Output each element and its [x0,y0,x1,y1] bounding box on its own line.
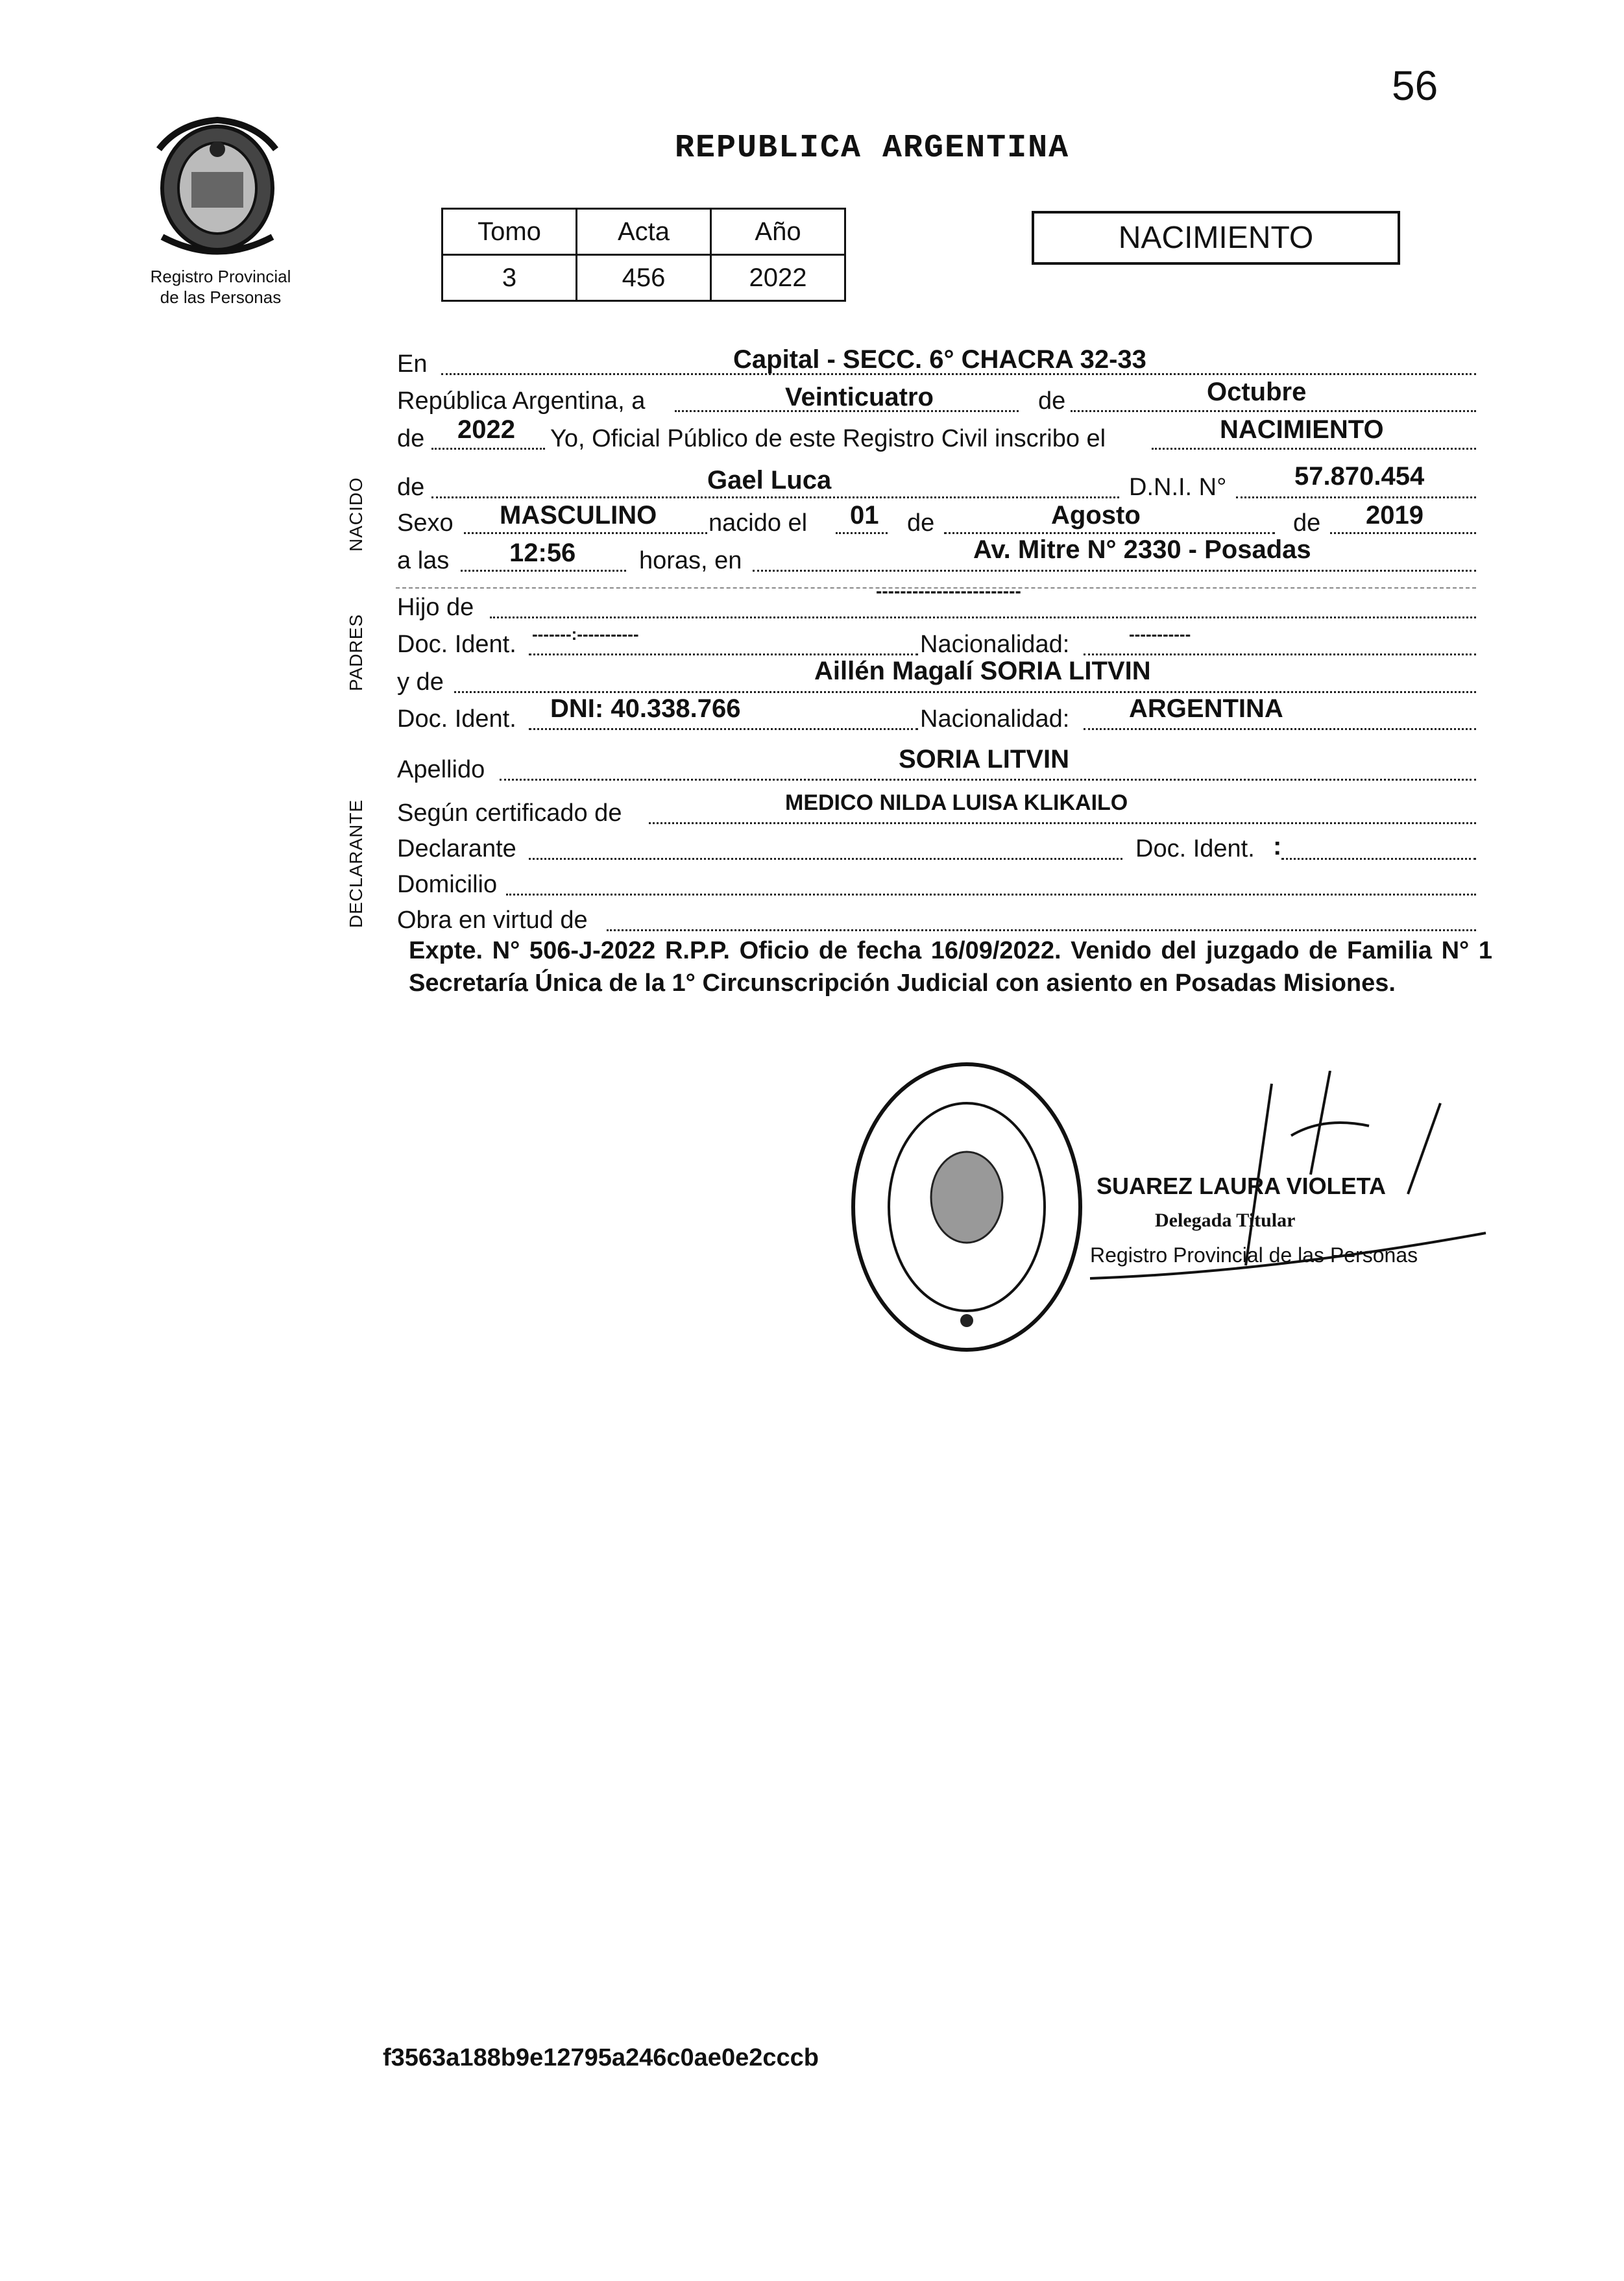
signature-stamp [1077,1071,1492,1317]
label-de-month: de [1038,387,1066,415]
label-father-doc: Doc. Ident. [397,631,516,658]
value-father: ------------------------ [876,581,1021,601]
document-hash: f3563a188b9e12795a246c0ae0e2cccb [383,2044,819,2071]
label-a-las: a las [397,547,450,574]
value-mother: Aillén Magalí SORIA LITVIN [814,657,1151,685]
signature-org: Registro Provincial de las Personas [1090,1243,1418,1267]
label-mother-nationality: Nacionalidad: [920,705,1070,733]
value-declarante-doc: : [1273,832,1282,860]
record-type-box: NACIMIENTO [1032,211,1400,265]
label-mother-doc: Doc. Ident. [397,705,516,733]
label-de-birth-month: de [907,509,935,537]
label-sexo: Sexo [397,509,454,537]
acta-value-tomo: 3 [442,255,577,301]
side-label-declarante: DECLARANTE [346,799,366,928]
value-day-words: Veinticuatro [785,383,934,411]
label-obra: Obra en virtud de [397,907,588,934]
label-declarante-doc: Doc. Ident. [1135,835,1255,862]
value-place: Capital - SECC. 6° CHACRA 32-33 [733,345,1146,374]
label-apellido: Apellido [397,756,485,783]
value-father-doc: -------:----------- [532,624,639,644]
label-dni: D.N.I. N° [1129,474,1227,501]
label-hijo-de: Hijo de [397,594,474,621]
value-sexo: MASCULINO [500,501,657,530]
signature-name: SUAREZ LAURA VIOLETA [1097,1173,1386,1199]
provincial-emblem-logo [139,110,295,266]
acta-table [441,208,846,302]
acta-value-ano: 2022 [711,255,845,301]
value-month: Octubre [1207,378,1307,406]
acta-header-acta: Acta [577,209,711,255]
label-domicilio: Domicilio [397,871,498,898]
value-birth-month: Agosto [1051,501,1141,530]
signature-role: Delegada Titular [1155,1210,1296,1231]
label-republica: República Argentina, a [397,387,646,415]
page-number: 56 [1392,62,1438,109]
value-birth-time: 12:56 [509,539,576,567]
value-birth-day: 01 [850,501,879,530]
side-label-nacido: NACIDO [346,477,366,552]
logo-caption-line1: Registro Provincial [150,267,291,286]
label-nacido-el: nacido el [709,509,808,537]
annotation-note: Expte. N° 506-J-2022 R.P.P. Oficio de fecha 16/09/2022. Venido del juzgado de Familia N° 1 Secretaría Única de la 1° Circunscripción Judicial con asiento en Posadas Misiones. [409,937,1492,997]
value-birth-year: 2019 [1366,501,1424,530]
value-apellido: SORIA LITVIN [899,745,1069,774]
value-inscribe: NACIMIENTO [1220,415,1384,444]
value-father-nationality: ----------- [1129,624,1191,644]
side-label-padres: PADRES [346,613,366,691]
label-certificado: Según certificado de [397,799,622,827]
label-declarante: Declarante [397,835,516,862]
label-de-birth-year: de [1293,509,1321,537]
document-title: REPUBLICA ARGENTINA [675,130,1070,167]
value-birth-place: Av. Mitre N° 2330 - Posadas [973,535,1311,564]
acta-header-tomo: Tomo [442,209,577,255]
label-yo-text: Yo, Oficial Público de este Registro Civil inscribo el [550,425,1106,452]
official-seal [843,1058,1090,1356]
value-year: 2022 [457,415,515,444]
acta-header-ano: Año [711,209,845,255]
label-de-name: de [397,474,425,501]
logo-caption [123,266,318,308]
label-father-nationality: Nacionalidad: [920,631,1070,658]
value-certificado: MEDICO NILDA LUISA KLIKAILO [785,790,1128,815]
value-mother-doc: DNI: 40.338.766 [550,694,741,723]
label-horas-en: horas, en [639,547,742,574]
value-dni: 57.870.454 [1294,462,1425,491]
acta-value-acta: 456 [577,255,711,301]
label-y-de: y de [397,668,444,696]
value-mother-nationality: ARGENTINA [1129,694,1283,723]
label-de-year: de [397,425,425,452]
label-en: En [397,350,428,378]
logo-caption-line2: de las Personas [160,287,282,307]
value-name: Gael Luca [707,466,832,494]
